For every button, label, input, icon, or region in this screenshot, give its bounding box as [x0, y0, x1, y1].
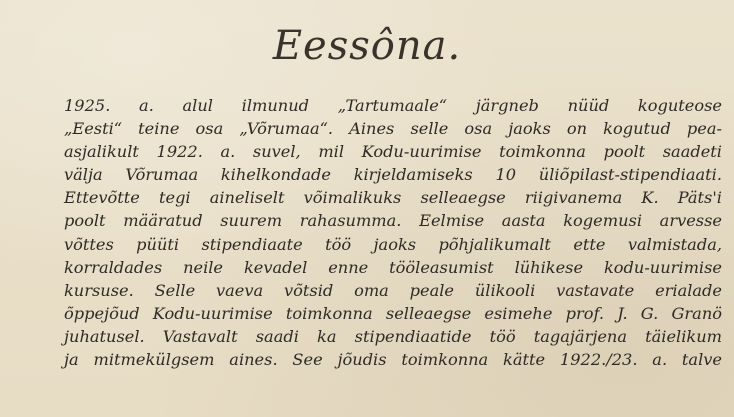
preface-paragraph	[64, 94, 722, 371]
text-line-2: „Eesti“ teine osa „Võrumaa“. Aines selle osa jaoks on kogutud pea-	[64, 119, 722, 139]
text-line-9: kursuse. Selle vaeva võtsid oma peale ülikooli vastavate erialade	[64, 280, 722, 300]
text-line-1: 1925. a. alul ilmunud „Tartumaale“ järgneb nüüd koguteose	[64, 96, 722, 115]
text-line-10: õppejõud Kodu-uurimise toimkonna selleaegse esimehe prof. J. G. Granö	[64, 303, 722, 323]
page-title: Eessôna.	[272, 23, 462, 69]
text-line-12: ja mitmekülgsem aines. See jõudis toimkonna kätte 1922./23. a. talve	[64, 350, 722, 370]
text-line-7: võttes püüti stipendiaate töö jaoks põhjalikumalt ette valmistada,	[64, 234, 722, 254]
text-line-3: asjalikult 1922. a. suvel, mil Kodu-uurimise toimkonna poolt saadeti	[64, 142, 722, 162]
text-line-6: poolt määratud suurem rahasumma. Eelmise aasta kogemusi arvesse	[64, 211, 722, 231]
text-line-5: Ettevõtte tegi aineliselt võimalikuks selleaegse riigivanema K. Päts'i	[64, 188, 722, 208]
text-line-8: korraldades neile kevadel enne tööleasumist lühikese kodu-uurimise	[64, 257, 722, 277]
text-line-11: juhatusel. Vastavalt saadi ka stipendiaatide töö tagajärjena täielikum	[64, 326, 722, 346]
text-line-4: välja Võrumaa kihelkondade kirjeldamiseks 10 üliõpilast-stipendiaati.	[64, 165, 722, 185]
